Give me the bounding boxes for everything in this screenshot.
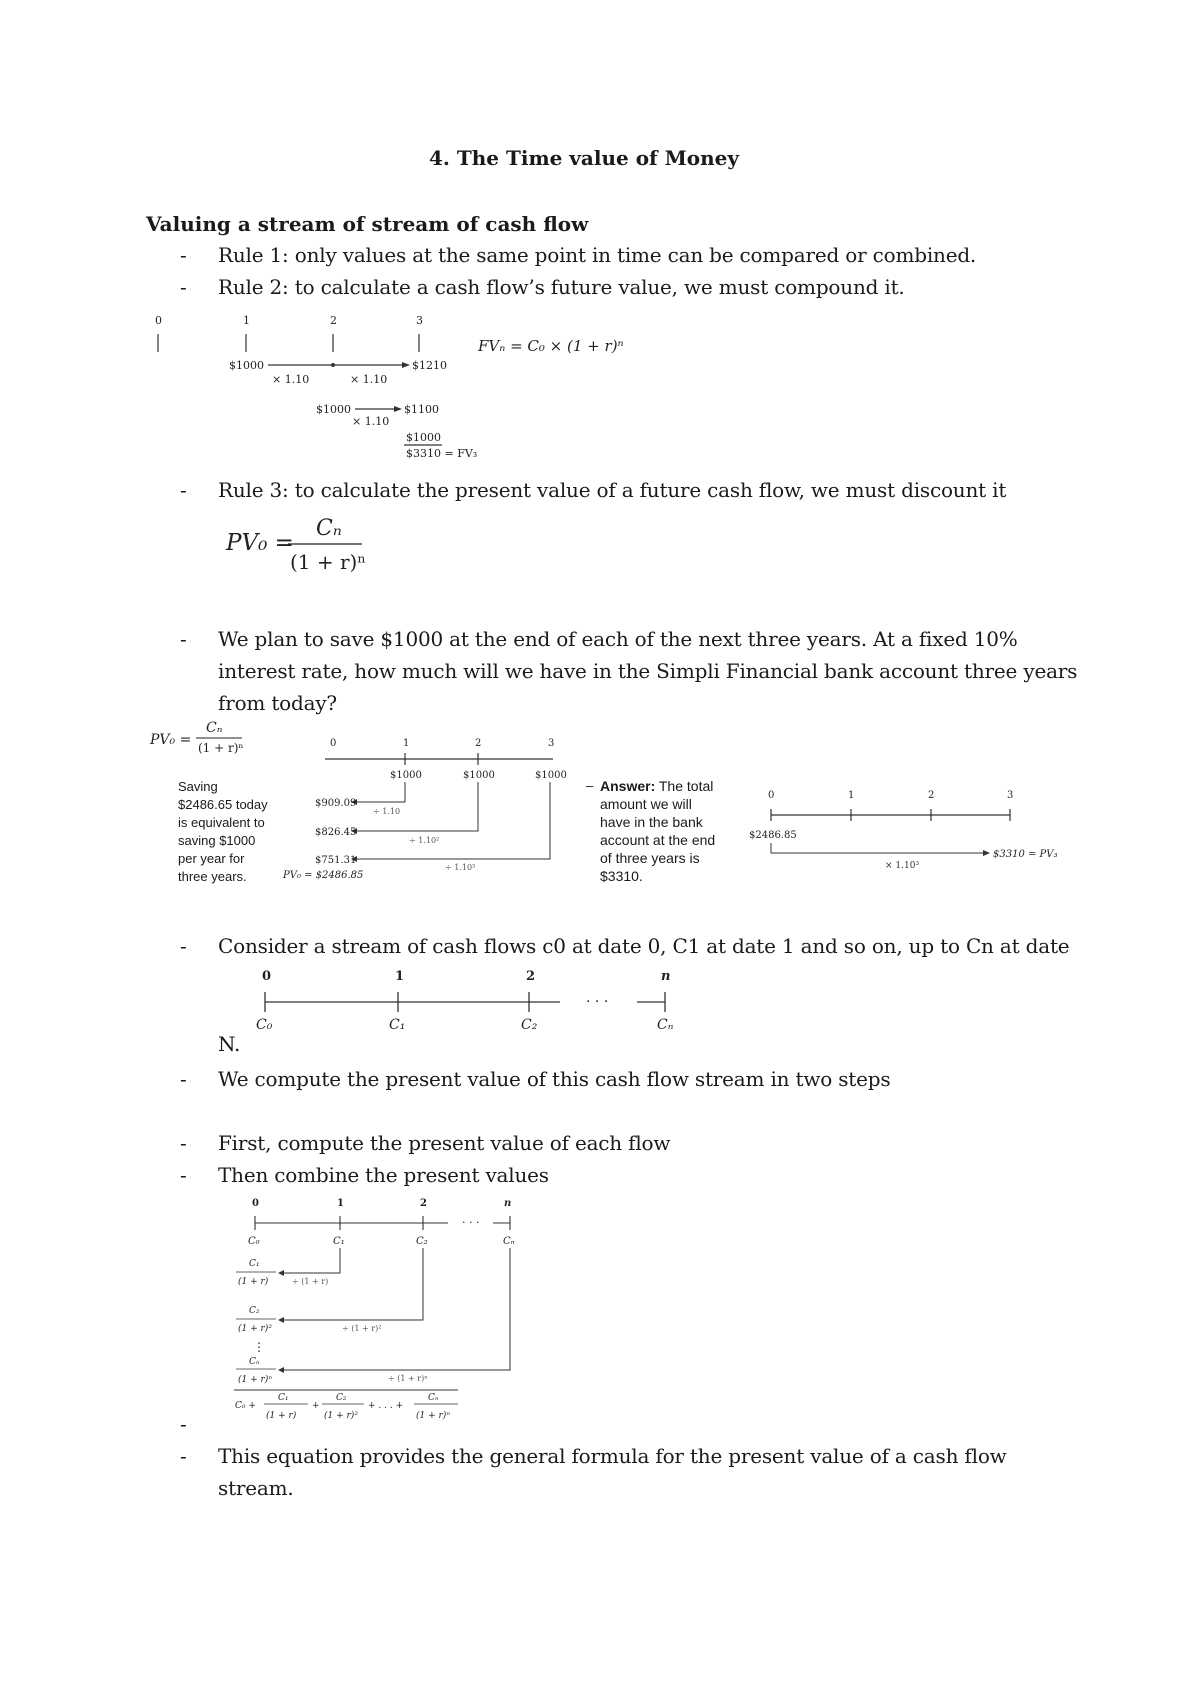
savings-pv-total: PV₀ = $2486.85 — [283, 870, 364, 881]
savings-divisor: ÷ 1.10³ — [445, 863, 476, 872]
answer-line: $3310. — [600, 868, 643, 884]
savings-pv: $751.31 — [315, 855, 357, 866]
combine-divisor: ÷ (1 + r) — [292, 1277, 329, 1286]
bullet-compute: We compute the present value of this cash flow stream in two steps — [218, 1067, 891, 1091]
fv-formula: FVₙ = C₀ × (1 + r)ⁿ — [478, 337, 624, 355]
answer-label: Answer: — [600, 778, 656, 794]
stream-timeline — [245, 966, 695, 1038]
combine-arrow-head — [278, 1367, 284, 1373]
combine-arrow-head — [278, 1270, 284, 1276]
stream-ellipsis: · · · — [586, 994, 609, 1010]
savings-divisor: ÷ 1.10 — [373, 807, 401, 816]
fv-arrow-head — [402, 362, 410, 368]
combine-flow: C₂ — [416, 1236, 428, 1247]
savings-fv-mult: × 1.10³ — [885, 861, 920, 871]
savings-divisor: ÷ 1.10² — [409, 836, 440, 845]
combine-tick-label: 1 — [337, 1198, 344, 1209]
savings-note-line: is equivalent to — [178, 815, 265, 830]
fv-node — [331, 363, 335, 367]
answer-line: The total — [658, 778, 714, 794]
fv-row2-start: $1000 — [316, 403, 351, 416]
bullet-dash: - — [180, 934, 187, 958]
bullet-consider-tail: N. — [218, 1032, 241, 1056]
savings-discount-path — [357, 782, 405, 802]
combine-sum-mid: + . . . + — [368, 1401, 404, 1411]
fv-tick-label: 2 — [330, 314, 337, 327]
fv-tick-label: 3 — [416, 314, 423, 327]
stream-tick-label: 2 — [526, 969, 536, 984]
combine-arrow-head — [278, 1317, 284, 1323]
stream-flow: C₂ — [521, 1017, 538, 1033]
combine-discount-path — [284, 1248, 340, 1273]
savings-tick-label: 3 — [548, 738, 555, 749]
combine-sum-c0: C₀ + — [235, 1401, 256, 1411]
combine-sum-plus: + — [312, 1401, 320, 1411]
stream-flow: C₁ — [389, 1017, 406, 1033]
stream-tick-label: 1 — [395, 969, 405, 984]
savings-tick-label: 2 — [475, 738, 482, 749]
combine-vdots: ⋮ — [253, 1340, 265, 1354]
combine-tick-label: n — [504, 1198, 512, 1209]
pv-formula — [220, 510, 380, 578]
fv-start: $1000 — [229, 359, 264, 372]
bullet-rule3: Rule 3: to calculate the present value of a future cash flow, we must discount it — [218, 478, 1007, 502]
bullet-then: Then combine the present values — [218, 1163, 549, 1187]
bullet-dash: - — [180, 1444, 187, 1468]
combine-divisor: ÷ (1 + r)² — [342, 1324, 382, 1333]
bullet-rule1: Rule 1: only values at the same point in time can be compared or combined. — [218, 243, 977, 267]
page-title: 4. The Time value of Money — [429, 146, 739, 170]
savings-flow: $1000 — [390, 770, 422, 781]
combine-term-num: C₂ — [249, 1306, 260, 1316]
savings-note — [178, 778, 268, 886]
fv-tick-label: 0 — [155, 314, 162, 327]
bullet-rule2: Rule 2: to calculate a cash flow’s future value, we must compound it. — [218, 275, 905, 299]
bullet-dash: - — [180, 1131, 187, 1155]
savings-pv: $909.09 — [315, 798, 357, 809]
pv-formula-lhs: PV₀ = — [226, 530, 294, 556]
combine-ellipsis: · · · — [462, 1216, 480, 1229]
bullet-equation-line2: stream. — [218, 1476, 294, 1500]
bullet-equation-line1: This equation provides the general formula for the present value of a cash flow — [218, 1444, 1007, 1468]
combine-sum-num: Cₙ — [428, 1393, 439, 1403]
pv-formula-denominator: (1 + r)ⁿ — [290, 550, 367, 574]
bullet-plan-line2: interest rate, how much will we have in the Simpli Financial bank account three years — [218, 659, 1078, 683]
answer-text — [600, 777, 715, 885]
savings-formula-num: Cₙ — [206, 720, 223, 736]
answer-dash: – — [586, 778, 594, 793]
bullet-consider: Consider a stream of cash flows c0 at date 0, C1 at date 1 and so on, up to Cn at date — [218, 934, 1070, 958]
answer-line: account at the end — [600, 832, 716, 848]
savings-formula-den: (1 + r)ⁿ — [198, 741, 244, 755]
bullet-dash: - — [180, 1163, 187, 1187]
combine-flow: Cₙ — [503, 1236, 515, 1247]
savings-fv-tick-label: 1 — [848, 790, 855, 801]
section-heading: Valuing a stream of stream of cash flow — [146, 212, 589, 236]
fv-mult: × 1.10 — [350, 373, 388, 386]
fv-arrow-head — [394, 406, 402, 412]
combine-flow: C₁ — [333, 1236, 345, 1247]
fv-row2-mult: × 1.10 — [352, 415, 390, 428]
bullet-dash: - — [180, 478, 187, 502]
answer-line: have in the bank — [600, 814, 703, 830]
bullet-dash: - — [180, 1412, 187, 1436]
combine-divisor: ÷ (1 + r)ⁿ — [388, 1374, 428, 1383]
fv-total: $3310 = FV₃ — [406, 447, 478, 460]
combine-sum-den: (1 + r)² — [324, 1411, 358, 1421]
answer-line: amount we will — [600, 796, 692, 812]
savings-note-line: saving $1000 — [178, 833, 256, 848]
combine-sum-den: (1 + r)ⁿ — [416, 1411, 450, 1421]
bullet-plan-line3: from today? — [218, 691, 337, 715]
stream-flow: Cₙ — [657, 1017, 674, 1033]
combine-term-den: (1 + r)² — [238, 1324, 272, 1334]
savings-note-line: Saving — [178, 779, 218, 794]
savings-note-line: three years. — [178, 869, 247, 884]
combine-tick-label: 2 — [420, 1198, 427, 1209]
bullet-first: First, compute the present value of each flow — [218, 1131, 671, 1155]
combine-flow: C₀ — [248, 1236, 260, 1247]
future-value-figure — [150, 312, 624, 462]
bullet-dash: - — [180, 627, 187, 651]
combine-term-den: (1 + r) — [238, 1277, 269, 1287]
savings-fv-arrow-head — [983, 850, 990, 856]
fv-tick-label: 1 — [243, 314, 250, 327]
savings-formula-lhs: PV₀ = — [150, 732, 192, 748]
fv-mult: × 1.10 — [272, 373, 310, 386]
savings-fv-end: $3310 = PV₃ — [993, 849, 1058, 860]
combine-sum-num: C₂ — [336, 1393, 347, 1403]
savings-fv-tick-label: 0 — [768, 790, 775, 801]
savings-discount-path — [357, 782, 550, 859]
stream-tick-label: 0 — [262, 969, 272, 984]
savings-note-line: $2486.65 today — [178, 797, 268, 812]
fv-row2-end: $1100 — [404, 403, 439, 416]
savings-discount-timeline — [283, 736, 575, 882]
bullet-dash: - — [180, 1067, 187, 1091]
savings-fv-tick-label: 2 — [928, 790, 935, 801]
savings-flow: $1000 — [535, 770, 567, 781]
combine-figure — [230, 1196, 530, 1430]
combine-discount-path — [284, 1248, 510, 1370]
savings-tick-label: 1 — [403, 738, 410, 749]
pv-formula-numerator: Cₙ — [316, 516, 342, 541]
combine-sum-den: (1 + r) — [266, 1411, 297, 1421]
stream-flow: C₀ — [256, 1017, 273, 1033]
combine-term-den: (1 + r)ⁿ — [238, 1375, 272, 1385]
savings-fv-start: $2486.85 — [749, 830, 797, 841]
answer-line: of three years is — [600, 850, 700, 866]
savings-note-line: per year for — [178, 851, 245, 866]
stream-tick-label: n — [661, 969, 671, 984]
savings-fv-timeline — [745, 786, 1058, 882]
combine-term-num: C₁ — [249, 1259, 260, 1269]
savings-flow: $1000 — [463, 770, 495, 781]
savings-pv-formula — [146, 716, 246, 758]
combine-tick-label: 0 — [252, 1198, 259, 1209]
fv-end: $1210 — [412, 359, 447, 372]
bullet-dash: - — [180, 243, 187, 267]
savings-fv-path — [771, 843, 983, 853]
bullet-plan-line1: We plan to save $1000 at the end of each of the next three years. At a fixed 10% — [218, 627, 1018, 651]
combine-term-num: Cₙ — [249, 1357, 260, 1367]
combine-sum-num: C₁ — [278, 1393, 289, 1403]
fv-row3-value: $1000 — [406, 431, 441, 444]
savings-fv-tick-label: 3 — [1007, 790, 1014, 801]
savings-pv: $826.45 — [315, 827, 357, 838]
bullet-dash: - — [180, 275, 187, 299]
savings-tick-label: 0 — [330, 738, 337, 749]
